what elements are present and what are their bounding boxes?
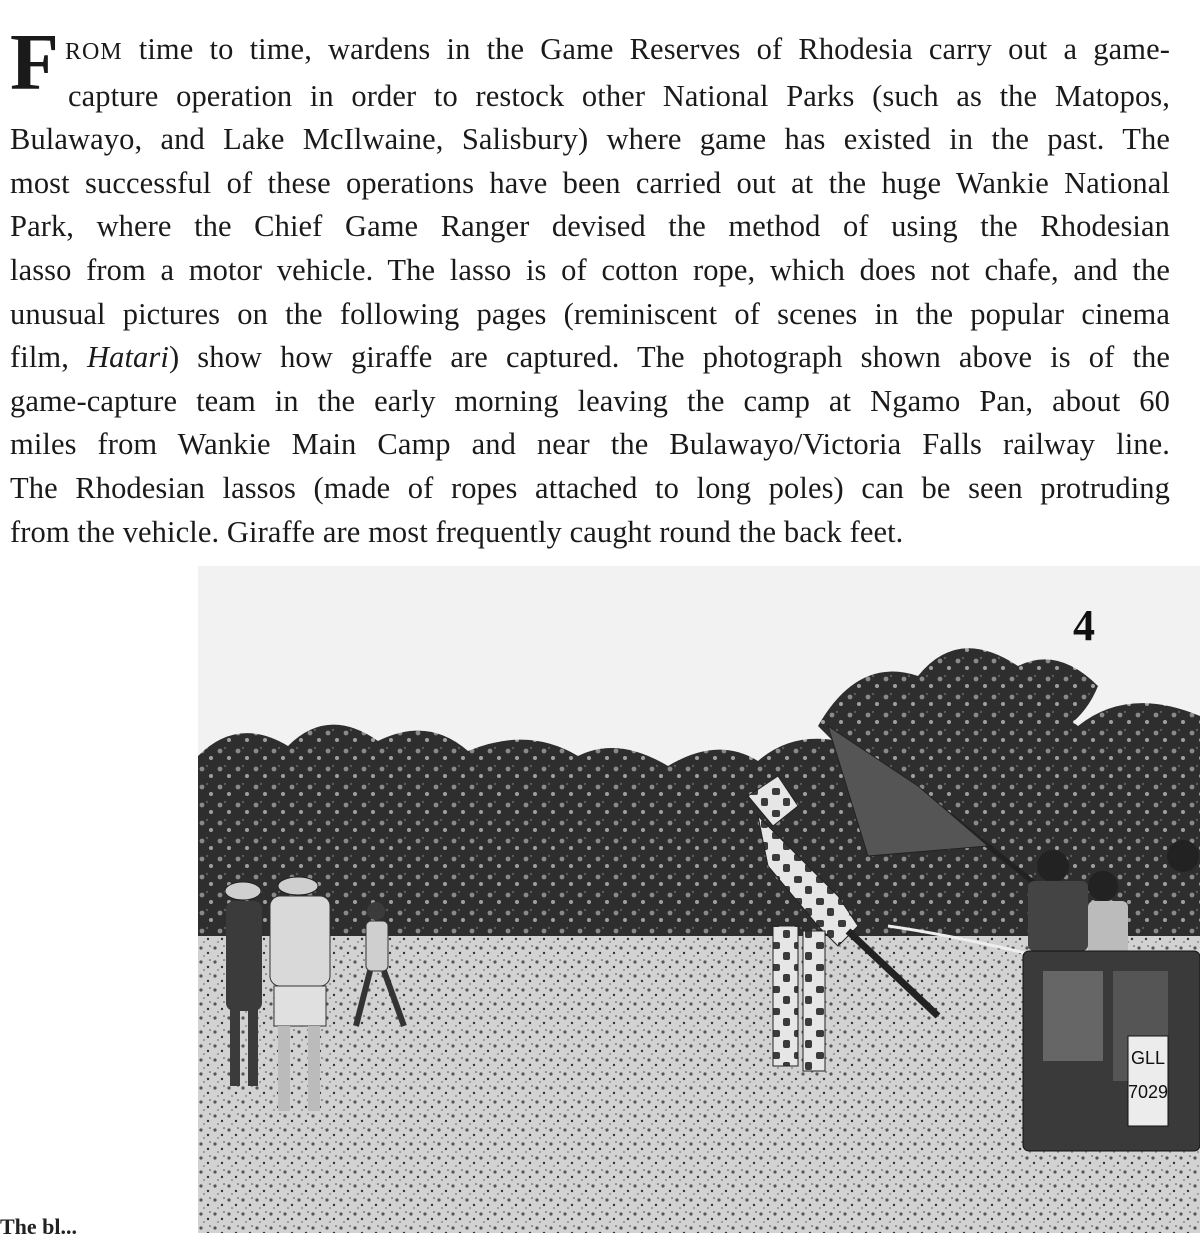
plate-line-2: 7029 xyxy=(1127,1082,1169,1102)
drop-cap: F xyxy=(10,19,59,107)
film-title: Hatari xyxy=(87,340,169,375)
page-number: 4 xyxy=(1073,601,1095,650)
plate-line-1: GLL xyxy=(1130,1048,1166,1068)
article-line-10: miles from Wankie Main Camp and near the Bulawayo/Victoria Falls railway line. xyxy=(10,427,1170,462)
article-line-3: Bulawayo, and Lake McIlwaine, Salisbury) where game has existed in the past. The xyxy=(10,122,1170,157)
article-line-8 xyxy=(10,336,1170,380)
photo-illustration xyxy=(198,566,1200,1233)
article-line-9: game-capture team in the early morning leaving the camp at Ngamo Pan, about 60 xyxy=(10,383,1170,418)
article-line-12: from the vehicle. Giraffe are most frequently caught round the back feet. xyxy=(10,514,904,549)
line-text: time to time, wardens in the Game Reserves of Rhodesia carry out a game- xyxy=(122,32,1170,66)
line-text: ) show how giraffe are captured. The photograph shown above is of the xyxy=(168,340,1170,375)
article-line-1 xyxy=(10,28,1170,75)
article-line-6: lasso from a motor vehicle. The lasso is of cotton rope, which does not chafe, and the xyxy=(10,252,1170,287)
article-line-5: Park, where the Chief Game Ranger devised the method of using the Rhodesian xyxy=(10,209,1170,244)
article-text xyxy=(10,19,1170,554)
article-line-11: The Rhodesian lassos (made of ropes attached to long poles) can be seen protruding xyxy=(10,470,1170,505)
footer-fragment: The bl... xyxy=(0,1214,78,1239)
article-line-4: most successful of these operations have been carried out at the huge Wankie National xyxy=(10,165,1170,200)
lead-caps: ROM xyxy=(64,39,123,65)
article-line-7: unusual pictures on the following pages (reminiscent of scenes in the popular cinema xyxy=(10,296,1170,331)
article-line-2: capture operation in order to restock other National Parks (such as the Matopos, xyxy=(68,78,1170,113)
line-text: film, xyxy=(10,340,87,375)
giraffe-capture-photo xyxy=(198,566,1200,1233)
